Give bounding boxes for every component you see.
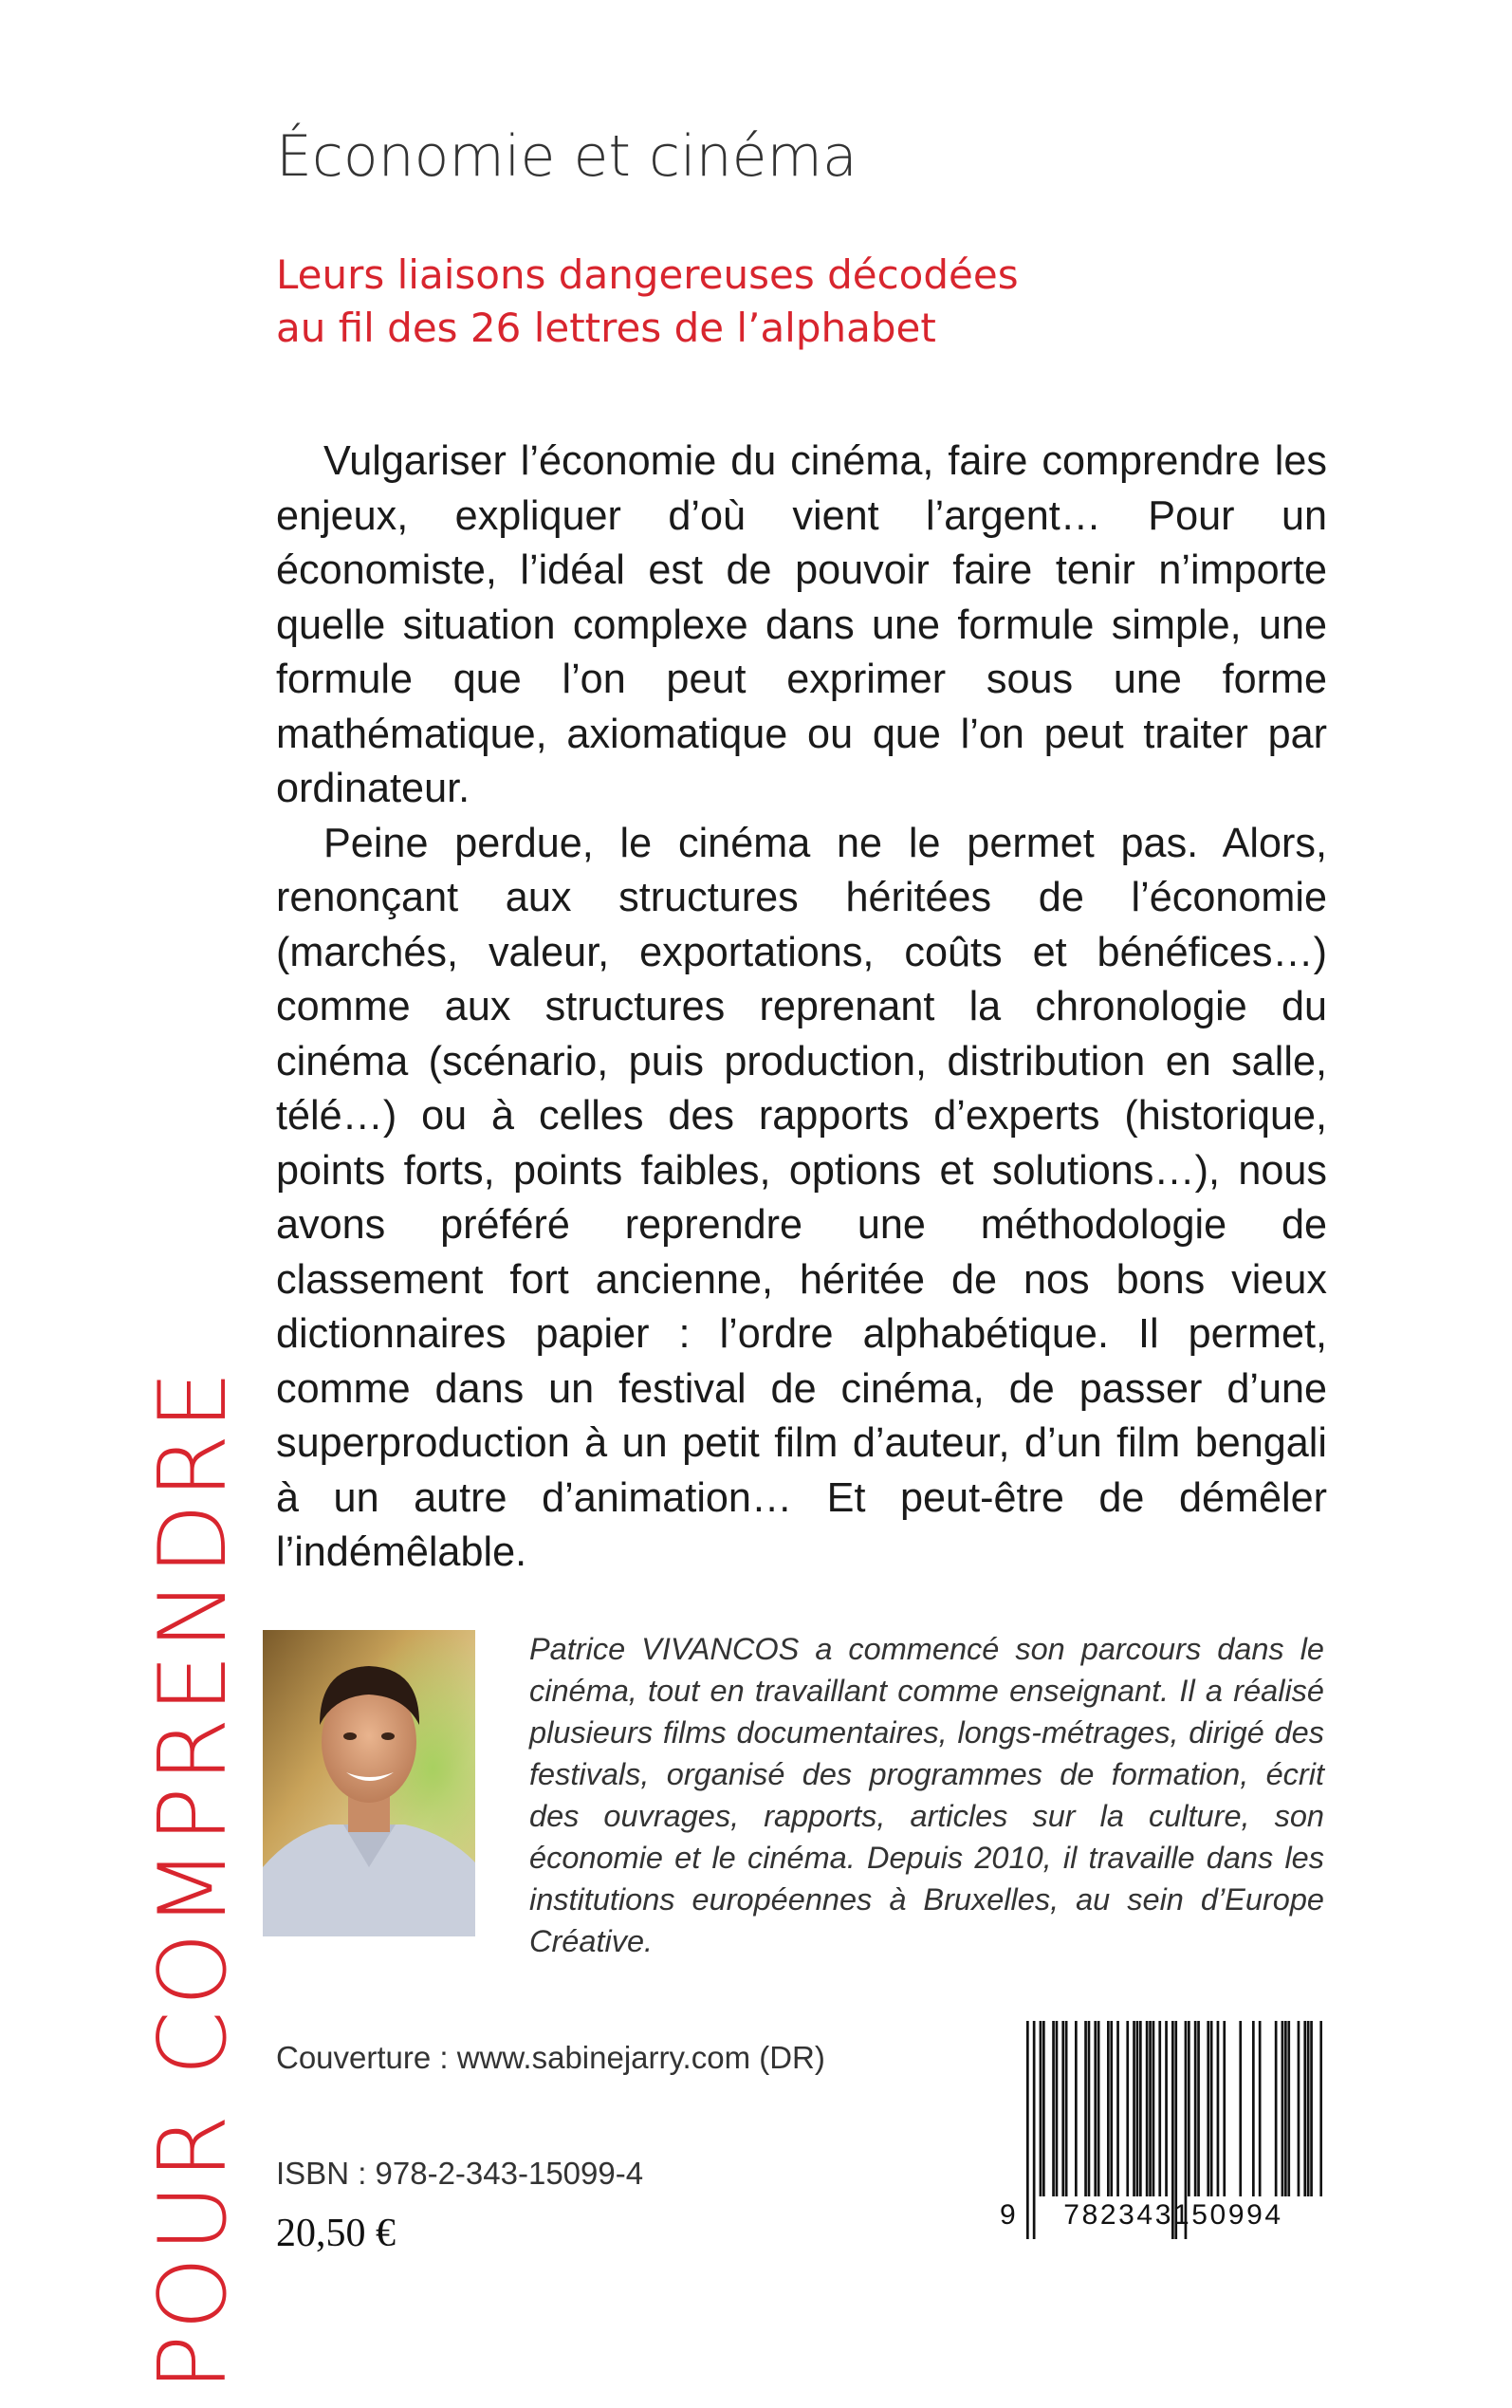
barcode-bar [1310,2021,1313,2196]
author-bio: Patrice VIVANCOS a commencé son parcours dans le cinéma, tout en travaillant comme enseignant. Il a réalisé plusieurs films documentaires, longs-métrages, dirigé des festivals, organisé des programmes de formation, écrit des ouvrages, rapports, articles sur la culture, son économie et le cinéma. Depuis 2010, il travaille dans les institutions européennes à Bruxelles, au sein d’Europe Créative. [529,1632,1324,1958]
barcode-bar [1197,2021,1200,2196]
barcode-bar [1239,2021,1242,2196]
barcode-bar [1061,2021,1064,2196]
barcode-bar [1146,2021,1149,2196]
barcode-bar [1207,2021,1209,2196]
barcode-number: 782343150994 [1063,2199,1283,2231]
barcode-bar [1287,2021,1290,2196]
author-photo [263,1630,475,1936]
barcode-bar [1133,2021,1135,2196]
cover-credit: Couverture : www.sabinejarry.com (DR) [276,2040,825,2075]
barcode-bar [1110,2021,1113,2196]
barcode-bar [1152,2021,1155,2196]
barcode-bar [1275,2021,1278,2196]
price: 20,50 € [276,2212,396,2255]
barcode-bar [1094,2021,1097,2196]
barcode-bar [1097,2021,1100,2196]
barcode-bar [1319,2021,1322,2196]
barcode-bar [1298,2021,1300,2196]
barcode-bar [1282,2021,1284,2196]
barcode-bar [1252,2021,1255,2196]
barcode-bar [1107,2021,1110,2196]
series-name-vertical: POUR COMPRENDRE [139,1365,248,2391]
barcode-bar [1158,2021,1161,2196]
barcode-bar [1040,2021,1042,2196]
barcode-bar [1052,2021,1055,2196]
subtitle-line-2: au fil des 26 lettres de l’alphabet [276,305,936,351]
barcode-bar [1217,2021,1220,2196]
book-subtitle [276,249,1019,355]
barcode-first-digit: 9 [1000,2199,1016,2231]
blurb-paragraph-2: Peine perdue, le cinéma ne le permet pas. Alors, renonçant aux structures héritées de l’économie (marchés, valeur, exportations, coûts et bénéfices…) comme aux structures reprenant la chronologie du cinéma (scénario, puis production, distribution en salle, télé…) ou à celles des rapports d’experts (historique, points forts, points faibles, options et solutions…), nous avons préféré reprendre une méthodologie de classement fort ancienne, héritée de nos bons vieux dictionnaires papier : l’ordre alphabétique. Il permet, comme dans un festival de cinéma, de passer d’une superproduction à un petit film d’auteur, d’un film bengali à un autre d’animation… Et peut-être de démêler l’indémêlable. [276,820,1327,1575]
blurb-paragraph-1: Vulgariser l’économie du cinéma, faire comprendre les enjeux, expliquer d’où vient l’argent… Pour un économiste, l’idéal est de pouvoir faire tenir n’importe quelle situation complexe dans une formule simple, une formule que l’on peut exprimer sous une forme mathématique, axiomatique ou que l’on peut traiter par ordinateur. [276,438,1327,811]
barcode-bar [1303,2021,1306,2196]
barcode-bar [1088,2021,1091,2196]
barcode-bar [1165,2021,1168,2196]
barcode-bar [1149,2021,1152,2196]
barcode-digits [1000,2199,1322,2232]
barcode-bar [1284,2021,1287,2196]
barcode-bar [1194,2021,1197,2196]
barcode-bar [1084,2021,1087,2196]
barcode-bar [1259,2021,1262,2196]
barcode-bar [1136,2021,1139,2196]
barcode-bar [1307,2021,1310,2196]
subtitle-line-1: Leurs liaisons dangereuses décodées [276,251,1019,298]
barcode-bar [1042,2021,1045,2196]
blurb [276,435,1327,1581]
book-title: Économie et cinéma [276,123,857,190]
barcode-bar [1210,2021,1213,2196]
barcode-bar [1126,2021,1129,2196]
barcode-bar [1065,2021,1068,2196]
barcode-bar [1075,2021,1078,2196]
isbn: ISBN : 978-2-343-15099-4 [276,2156,644,2191]
barcode-bar [1116,2021,1119,2196]
barcode-bar [1223,2021,1226,2196]
barcode-bar [1139,2021,1142,2196]
barcode-bar [1188,2021,1190,2196]
barcode-bar [1056,2021,1059,2196]
